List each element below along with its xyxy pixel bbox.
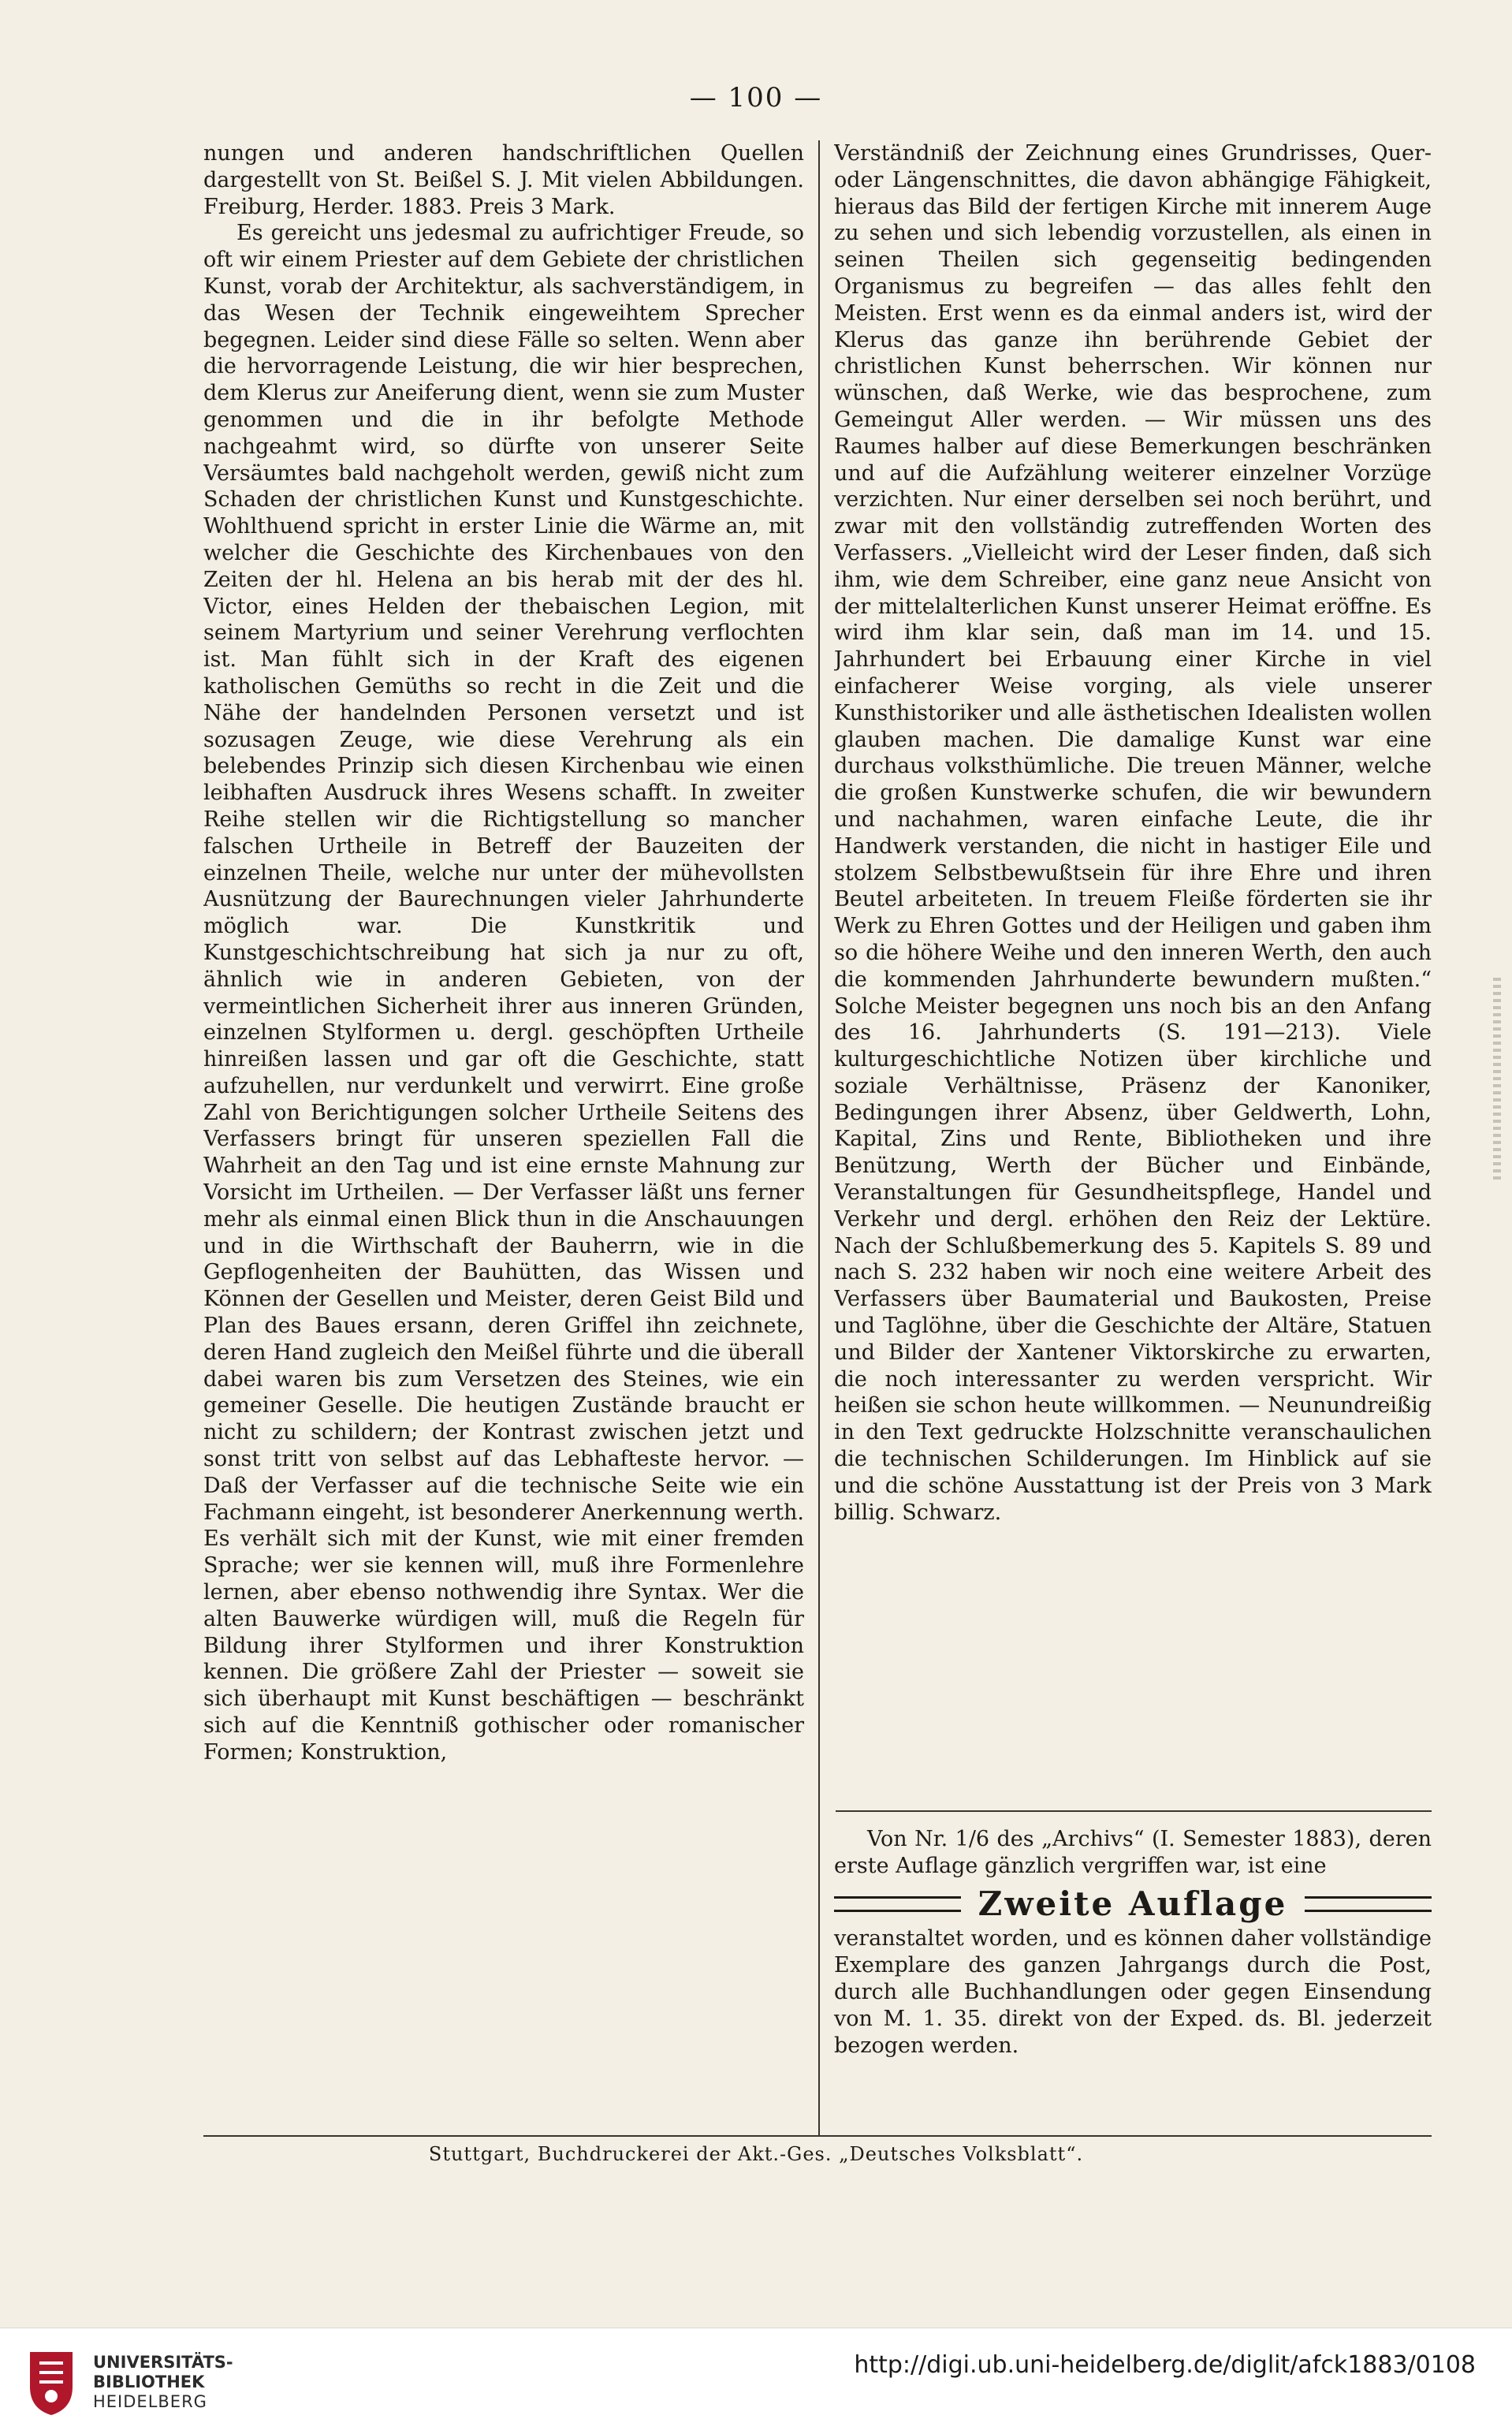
scan-edge-mark (1493, 978, 1501, 1183)
notice-heading-row (834, 1884, 1432, 1923)
library-logo[interactable] (24, 2346, 233, 2418)
printer-imprint: Stuttgart, Buchdruckerei der Akt.-Ges. „Deutsches Volksblatt“. (428, 2143, 1084, 2165)
right-column (834, 140, 1432, 1788)
right-paragraph-1: Verständniß der Zeichnung eines Grundrisses, Quer- oder Längenschnittes, die davon abhängige Fähigkeit, hieraus das Bild der fertigen Kirche mit innerem Auge zu sehen und sich lebendig vorzustellen, als einen in seinen Theilen sich gegenseitig bedingenden Organismus zu begreifen — das alles fehlt den Meisten. Erst wenn es da einmal anders ist, wird der Klerus das ganze ihn berührende Gebiet der christlichen Kunst beherrschen. Wir können nur wünschen, daß Werke, wie das besprochene, zum Gemeingut Aller werden. — Wir müssen uns des Raumes halber auf diese Bemerkungen beschränken und auf die Aufzählung weiterer einzelner Vorzüge verzichten. Nur einer derselben sei noch berührt, und zwar mit den vollständig zutreffenden Worten des Verfassers. „Vielleicht wird der Leser finden, daß sich ihm, wie dem Schreiber, eine ganz neue Ansicht von der mittelalterlichen Kunst unserer Heimat eröffne. Es wird ihm klar sein, daß man im 14. und 15. Jahrhundert bei Erbauung einer Kirche in viel einfacherer Weise vorging, als viele unserer Kunsthistoriker und alle ästhetischen Idealisten wollen glauben machen. Die damalige Kunst war eine durchaus volksthümliche. Die treuen Männer, welche die großen Kunstwerke schufen, die wir bewundern und nachahmen, waren einfache Leute, die ihr Handwerk verstanden, die nicht in hastiger Eile und stolzem Selbstbewußtsein für ihre Ehre und ihren Beutel arbeiteten. In treuem Fleiße förderten sie ihr Werk zu Ehren Gottes und der Heiligen und gaben ihm so die höhere Weihe und den inneren Werth, den auch die kommenden Jahrhunderte bewundern mußten.“ Solche Meister begegnen uns noch bis an den Anfang des 16. Jahrhunderts (S. 191—213). Viele kulturgeschichtliche Notizen über kirchliche und soziale Verhältnisse, Präsenz der Kanoniker, Bedingungen ihrer Absenz, über Geldwerth, Lohn, Kapital, Zins und Rente, Bibliotheken und ihre Benützung, Werth der Bücher und Einbände, Veranstaltungen für Gesundheitspflege, Handel und Verkehr und dergl. erhöhen den Reiz der Lektüre. Nach der Schlußbemerkung des 5. Kapitels S. 89 und nach S. 232 haben wir noch eine weitere Arbeit des Verfassers über Baumaterial und Baukosten, Preise und Taglöhne, über die Geschichte der Altäre, Statuen und Bilder der Xantener Viktorskirche zu erwarten, die noch interessanter zu werden verspricht. Wir heißen sie schon heute willkommen. — Neunundreißig in den Text gedruckte Holzschnitte veranschaulichen die technischen Schilderungen. Im Hinblick auf sie und die schöne Ausstattung ist der Preis von 3 Mark billig. Schwarz. (834, 141, 1432, 1525)
notice-heading: Zweite Auflage (978, 1884, 1288, 1923)
left-column (203, 140, 804, 2112)
page-number: — 100 — (689, 82, 823, 114)
left-paragraph-2: Es gereicht uns jedesmal zu aufrichtiger Freude, so oft wir einem Priester auf dem Gebiete der christlichen Kunst, vorab der Architektur, als sachverständigem, in das Wesen der Technik eingeweihtem Sprecher begegnen. Leider sind diese Fälle so selten. Wenn aber die hervorragende Leistung, die wir hier besprechen, dem Klerus zur Aneiferung dient, wenn sie zum Muster genommen und die in ihr befolgte Methode nachgeahmt wird, so dürfte von unserer Seite Versäumtes bald nachgeholt werden, gewiß nicht zum Schaden der christlichen Kunst und Kunstgeschichte. Wohlthuend spricht in erster Linie die Wärme an, mit welcher die Geschichte des Kirchenbaues von den Zeiten der hl. Helena an bis herab mit der des hl. Victor, eines Helden der thebaischen Legion, mit seinem Martyrium und seiner Verehrung verflochten ist. Man fühlt sich in der Kraft des eigenen katholischen Gemüths so recht in die Zeit und die Nähe der handelnden Personen versetzt und ist sozusagen Zeuge, wie diese Verehrung als ein belebendes Prinzip sich diesen Kirchenbau wie einen leibhaften Ausdruck ihres Wesens schafft. In zweiter Reihe stellen wir die Richtigstellung so mancher falschen Urtheile in Betreff der Bauzeiten der einzelnen Theile, welche nur unter der mühevollsten Ausnützung der Baurechnungen vieler Jahrhunderte möglich war. Die Kunstkritik und Kunstgeschichtschreibung hat sich ja nur zu oft, ähnlich wie in anderen Gebieten, von der vermeintlichen Sicherheit ihrer aus inneren Gründen, einzelnen Stylformen u. dergl. geschöpften Urtheile hinreißen lassen und gar oft die Geschichte, statt aufzuhellen, nur verdunkelt und verwirrt. Eine große Zahl von Berichtigungen solcher Urtheile Seitens des Verfassers bringt für unseren speziellen Fall die Wahrheit an den Tag und ist eine ernste Mahnung zur Vorsicht im Urtheilen. — Der Verfasser läßt uns ferner mehr als einmal einen Blick thun in die Anschauungen und in die Wirthschaft der Bauherrn, wie in die Gepflogenheiten der Bauhütten, das Wissen und Können der Gesellen und Meister, deren Geist Bild und Plan des Baues ersann, deren Griffel ihn zeichnete, deren Hand zugleich den Meißel führte und die überall dabei waren bis zum Versetzen des Steines, wie ein gemeiner Geselle. Die heutigen Zustände braucht er nicht zu schildern; der Kontrast zwischen jetzt und sonst tritt von selbst auf das Lebhafteste hervor. — Daß der Verfasser auf die technische Seite wie ein Fachmann eingeht, ist besonderer Anerkennung werth. Es verhält sich mit der Kunst, wie mit einer fremden Sprache; wer sie kennen will, muß ihre Formenlehre lernen, aber ebenso nothwendig ihre Syntax. Wer die alten Bauwerke würdigen will, muß die Regeln für Bildung ihrer Stylformen und ihrer Konstruktion kennen. Die größere Zahl der Priester — soweit sie sich überhaupt mit Kunst beschäftigen — beschränkt sich auf die Kenntniß gothischer oder romanischer Formen; Konstruktion, (203, 221, 804, 1765)
left-paragraph-1: nungen und anderen handschriftlichen Quellen dargestellt von St. Beißel S. J. Mit vielen Abbildungen. Freiburg, Herder. 1883. Preis 3 Mark. (203, 141, 804, 219)
heading-bar-left (834, 1896, 961, 1912)
permalink-url[interactable]: http://digi.ub.uni-heidelberg.de/diglit/afck1883/0108 (854, 2351, 1476, 2379)
notice-intro: Von Nr. 1/6 des „Archivs“ (I. Semester 1883), deren erste Auflage gänzlich vergriffen war, ist eine (834, 1827, 1432, 1878)
library-name (93, 2353, 233, 2412)
library-name-line-3: HEIDELBERG (93, 2391, 207, 2411)
heading-bar-right (1305, 1896, 1432, 1912)
column-divider (818, 140, 820, 2135)
footer-rule (203, 2135, 1432, 2137)
library-seal-icon (24, 2346, 79, 2418)
edition-notice (834, 1826, 1432, 2059)
library-name-line-1: UNIVERSITÄTS- (93, 2352, 233, 2372)
library-name-line-2: BIBLIOTHEK (93, 2372, 205, 2391)
notice-body: veranstaltet worden, und es können daher vollständige Exemplare des ganzen Jahrgangs durch die Post, durch alle Buchhandlungen oder gegen Einsendung von M. 1. 35. direkt von der Exped. ds. Bl. jederzeit bezogen werden. (834, 1926, 1432, 2058)
notice-divider (836, 1810, 1432, 1812)
